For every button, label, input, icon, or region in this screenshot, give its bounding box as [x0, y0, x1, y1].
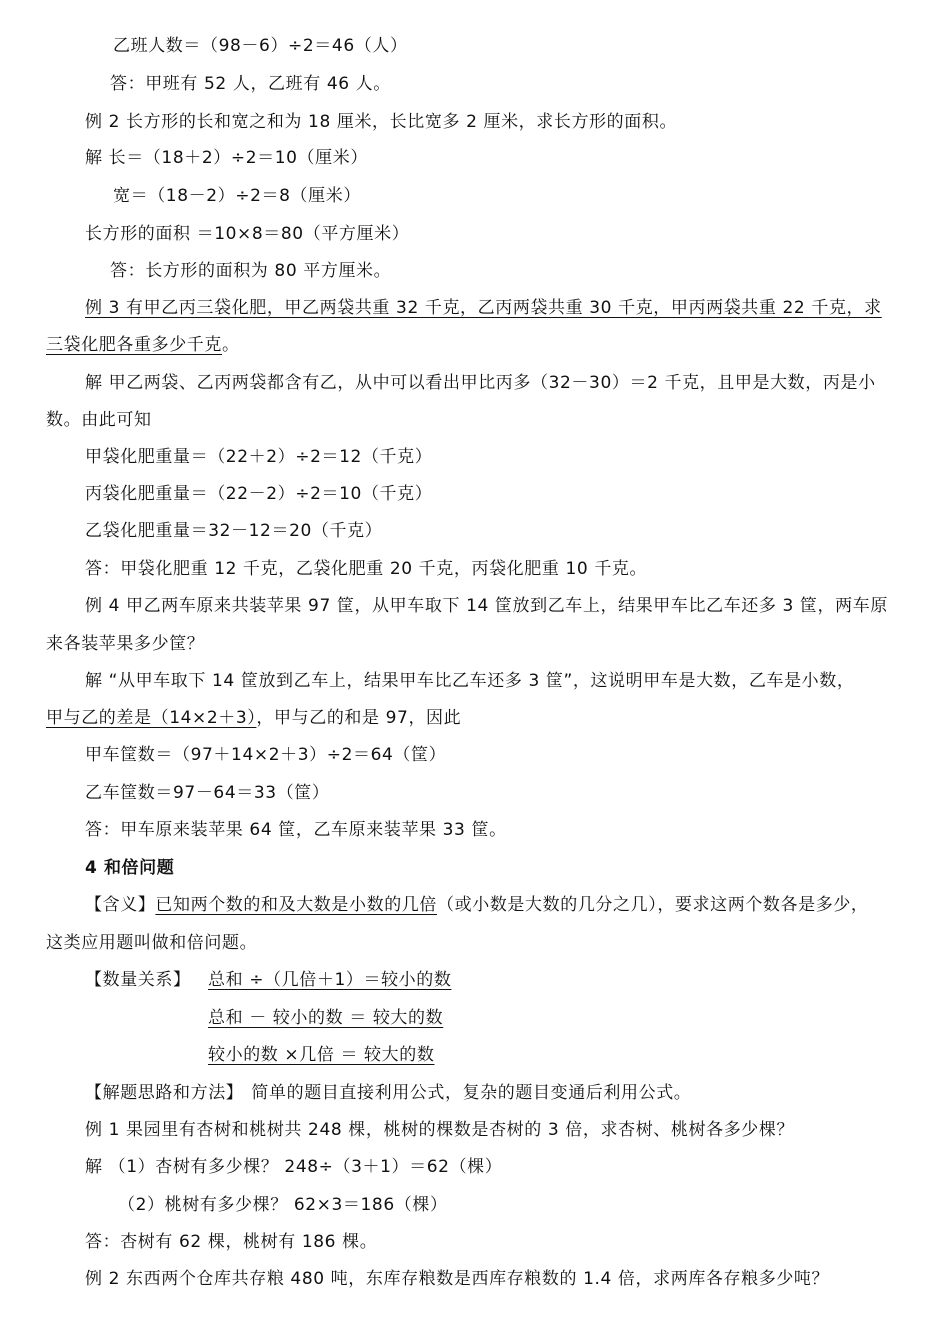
example-heading: 例 4 甲乙两车原来共装苹果 97 筐，从甲车取下 14 筐放到乙车上，结果甲车比乙车还多 3 筐，两车原: [85, 596, 888, 616]
formula-line: 较小的数 ×几倍 ＝ 较大的数: [208, 1045, 435, 1065]
text-span: 简单的题目直接利用公式，复杂的题目变通后利用公式。: [251, 1083, 692, 1103]
solution-line: 解 甲乙两袋、乙丙两袋都含有乙，从中可以看出甲比丙多（32－30）＝2 千克，且甲是大数，丙是小: [85, 373, 876, 393]
solution-line: 解 “从甲车取下 14 筐放到乙车上，结果甲车比乙车还多 3 筐”，这说明甲车是大数，乙车是小数，: [85, 671, 855, 691]
label-bracket: 【解题思路和方法】: [85, 1083, 244, 1103]
text-line: 甲车筐数＝（97＋14×2＋3）÷2＝64（筐）: [85, 745, 447, 765]
answer-line: 答：甲班有 52 人，乙班有 46 人。: [110, 74, 391, 94]
example-heading: 例 3 有甲乙丙三袋化肥，甲乙两袋共重 32 千克，乙丙两袋共重 30 千克，甲丙两袋共重 22 千克，求: [85, 298, 882, 318]
punctuation: 。: [222, 335, 240, 355]
definition-line: [85, 893, 869, 917]
text-span: ，甲与乙的和是 97，因此: [256, 708, 462, 728]
text-line: [46, 706, 461, 730]
answer-line: 答：杏树有 62 棵，桃树有 186 棵。: [85, 1232, 378, 1252]
text-line: 数。由此可知: [46, 410, 152, 430]
text-line: 来各装苹果多少筐？: [46, 634, 205, 654]
formula-line: 总和 ÷（几倍＋1）＝较小的数: [208, 970, 452, 990]
answer-line: 答：长方形的面积为 80 平方厘米。: [110, 261, 392, 281]
example-heading: 例 2 长方形的长和宽之和为 18 厘米，长比宽多 2 厘米，求长方形的面积。: [85, 112, 678, 132]
solution-line: 解 长＝（18＋2）÷2＝10（厘米）: [85, 148, 368, 168]
section-heading: 4 和倍问题: [85, 858, 175, 878]
method-line: [85, 1081, 691, 1105]
underlined-text: 已知两个数的和及大数是小数的几倍: [155, 895, 438, 915]
text-line: 乙车筐数＝97－64＝33（筐）: [85, 783, 330, 803]
label-bracket: 【数量关系】: [85, 970, 191, 990]
text-line: 长方形的面积 ＝10×8＝80（平方厘米）: [85, 224, 410, 244]
text-line: 宽＝（18－2）÷2＝8（厘米）: [113, 186, 361, 206]
text-line: 丙袋化肥重量＝（22－2）÷2＝10（千克）: [85, 484, 433, 504]
answer-line: 答：甲袋化肥重 12 千克，乙袋化肥重 20 千克，丙袋化肥重 10 千克。: [85, 559, 648, 579]
text-line: 乙袋化肥重量＝32－12＝20（千克）: [85, 521, 383, 541]
text-line: （2）桃树有多少棵？ 62×3＝186（棵）: [118, 1195, 448, 1215]
answer-line: 答：甲车原来装苹果 64 筐，乙车原来装苹果 33 筐。: [85, 820, 507, 840]
text-line: 这类应用题叫做和倍问题。: [46, 933, 258, 953]
underlined-text: 三袋化肥各重多少千克: [46, 335, 222, 355]
example-heading: 例 2 东西两个仓库共存粮 480 吨，东库存粮数是西库存粮数的 1.4 倍，求两库各存粮多少吨？: [85, 1269, 830, 1289]
text-line: [46, 333, 240, 357]
text-line: 乙班人数＝（98－6）÷2＝46（人）: [113, 36, 408, 56]
example-heading: 例 1 果园里有杏树和桃树共 248 棵，桃树的棵数是杏树的 3 倍，求杏树、桃树各多少棵？: [85, 1120, 795, 1140]
formula-line: 总和 － 较小的数 ＝ 较大的数: [208, 1008, 444, 1028]
label-bracket: 【含义】: [85, 895, 156, 915]
text-line: 甲袋化肥重量＝（22＋2）÷2＝12（千克）: [85, 447, 433, 467]
text-span: （或小数是大数的几分之几），要求这两个数各是多少，: [437, 895, 869, 915]
solution-line: 解 （1）杏树有多少棵？ 248÷（3＋1）＝62（棵）: [85, 1157, 503, 1177]
underlined-text: 甲与乙的差是（14×2＋3）: [46, 708, 257, 728]
